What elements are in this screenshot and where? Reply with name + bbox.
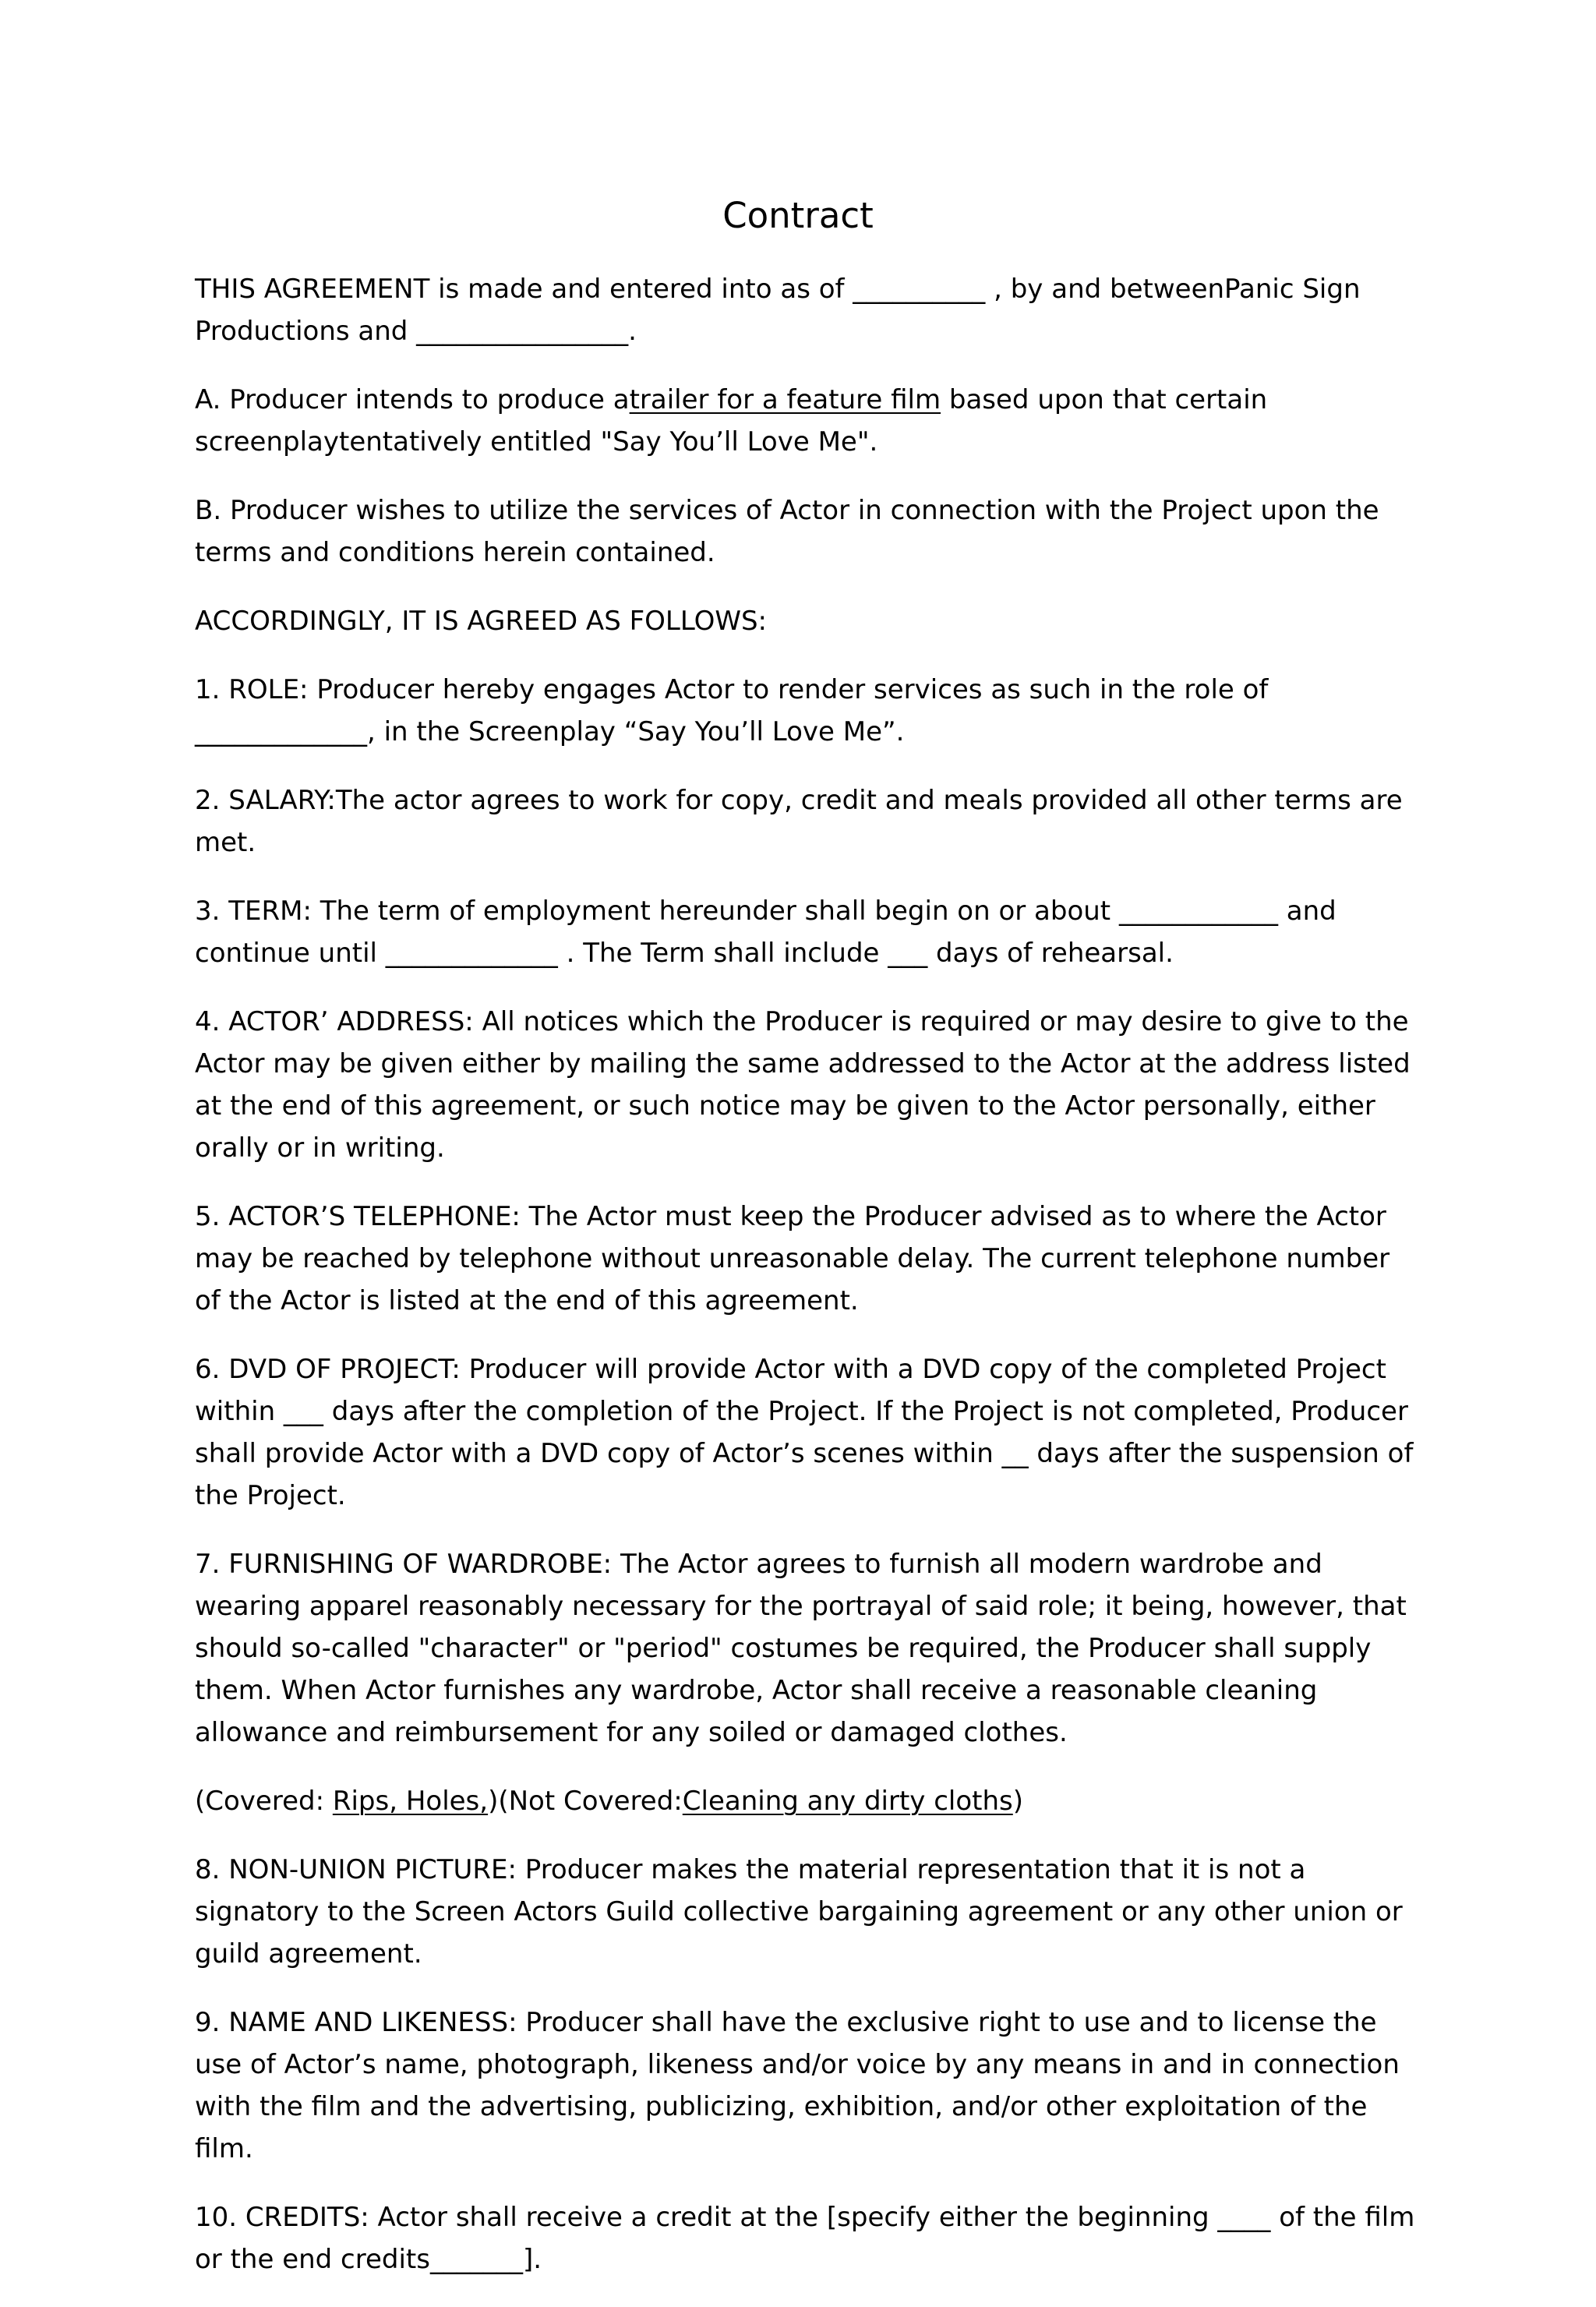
clause-7-wardrobe: 7. FURNISHING OF WARDROBE: The Actor agrees to furnish all modern wardrobe and wearing apparel reasonably necessary for the portrayal of said role; it being, however, that should so-called "character" or "period" costumes be required, the Producer shall supply them. When Actor furnishes any wardrobe, Actor shall receive a reasonable cleaning allowance and reimbursement for any soiled or damaged clothes. — [195, 1549, 1407, 1748]
coverage-covered-items: Rips, Holes, — [332, 1786, 489, 1817]
clause-1-role: 1. ROLE: Producer hereby engages Actor to render services as such in the role of _____________, in the Screenplay “Say You’ll Love Me”. — [195, 674, 1269, 747]
coverage-not-covered-label: )(Not Covered: — [488, 1786, 683, 1817]
document-title: Contract — [722, 195, 874, 236]
coverage-not-covered-items: Cleaning any dirty cloths — [682, 1786, 1013, 1817]
clause-2-salary: 2. SALARY:The actor agrees to work for copy, credit and meals provided all other terms are met. — [195, 785, 1403, 858]
coverage-close: ) — [1012, 1786, 1024, 1817]
clause-4-address: 4. ACTOR’ ADDRESS: All notices which the Producer is required or may desire to give to the Actor may be given either by mailing the same addressed to the Actor at the address listed at the end of this agreement, or such notice may be given to the Actor personally, either orally or in writing. — [195, 1006, 1411, 1164]
recital-b-paragraph: B. Producer wishes to utilize the services of Actor in connection with the Project upon the terms and conditions herein contained. — [195, 495, 1379, 568]
clause-3-term: 3. TERM: The term of employment hereunder shall begin on or about ____________ and continue until _____________ . The Term shall include ___ days of rehearsal. — [195, 896, 1336, 969]
clause-10-credits: 10. CREDITS: Actor shall receive a credit at the [specify either the beginning ____ of the film or the end credits_______]. — [195, 2202, 1415, 2275]
clause-9-likeness: 9. NAME AND LIKENESS: Producer shall have the exclusive right to use and to license the use of Actor’s name, photograph, likeness and/or voice by any means in and in connection with the film and the advertising, publicizing, exhibition, and/or other exploitation of the film. — [195, 2007, 1400, 2164]
clause-5-telephone: 5. ACTOR’S TELEPHONE: The Actor must keep the Producer advised as to where the Actor may be reached by telephone without unreasonable delay. The current telephone number of the Actor is listed at the end of this agreement. — [195, 1201, 1390, 1316]
recital-a-text: A. Producer intends to produce a — [195, 384, 630, 415]
clause-8-non-union: 8. NON-UNION PICTURE: Producer makes the material representation that it is not a signatory to the Screen Actors Guild collective bargaining agreement or any other union or guild agreement. — [195, 1854, 1403, 1970]
recital-a-paragraph — [195, 379, 1418, 463]
coverage-covered-label: (Covered: — [195, 1786, 333, 1817]
coverage-note — [195, 1780, 1418, 1822]
intro-paragraph: THIS AGREEMENT is made and entered into as of __________ , by and betweenPanic Sign Productions and ________________. — [195, 274, 1361, 347]
clause-6-dvd: 6. DVD OF PROJECT: Producer will provide Actor with a DVD copy of the completed Project within ___ days after the completion of the Project. If the Project is not completed, Producer shall provide Actor with a DVD copy of Actor’s scenes within __ days after the suspension of the Project. — [195, 1354, 1414, 1511]
recital-a-text-end: based upon that certain screenplaytentatively entitled "Say You’ll Love Me". — [195, 384, 1268, 458]
accordingly-heading: ACCORDINGLY, IT IS AGREED AS FOLLOWS: — [195, 606, 767, 637]
document-body — [195, 268, 1418, 2307]
recital-a-underlined-text: trailer for a feature film — [629, 384, 941, 415]
